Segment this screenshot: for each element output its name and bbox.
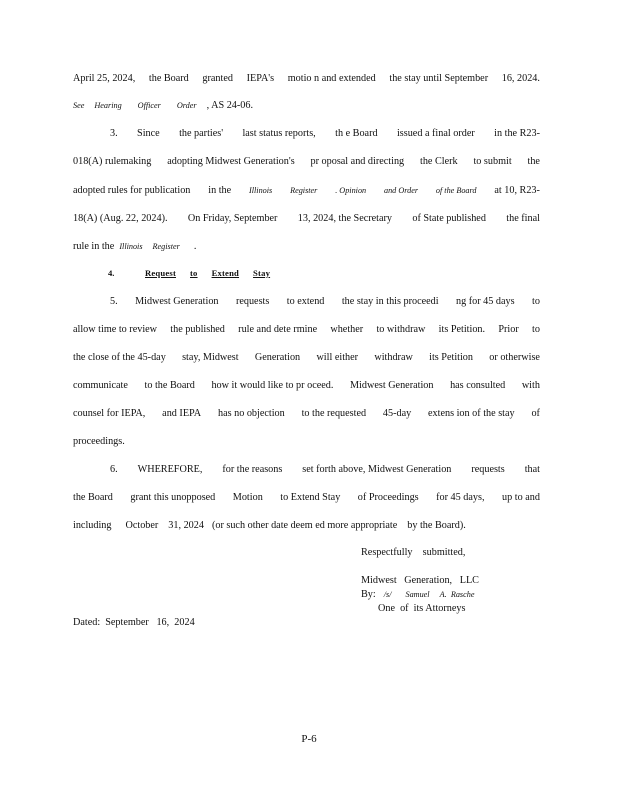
paragraph-5-line: counsel for IEPA, and IEPA has no objection to the requested 45-day extens ion of the stay of [73,408,540,419]
paragraph-3-line: 18(A) (Aug. 22, 2024). On Friday, September 13, 2024, the Secretary of State published the final [73,213,540,224]
paragraph-3-line: 018(A) rulemaking adopting Midwest Generation's pr oposal and directing the Clerk to submit the [73,156,540,167]
paragraph-6-line: the Board grant this unopposed Motion to Extend Stay of Proceedings for 45 days, up to and [73,492,540,503]
text-line: April 25, 2024, the Board granted IEPA's motio n and extended the stay until September 16, 2024. [73,73,540,84]
dated-line: Dated: September 16, 2024 [73,617,195,628]
page-number: P-6 [301,733,317,745]
paragraph-3-line: adopted rules for publication in the Illinois Register . Opinion and Order of the Board at 10, R23- [73,185,540,196]
paragraph-3-line: rule in the Illinois Register . [73,241,197,252]
signature-closing: Respectfully submitted, [361,547,466,558]
paragraph-6-line: 6. WHEREFORE, for the reasons set forth above, Midwest Generation requests that [110,464,540,475]
section-heading: 4. Request to Extend Stay [108,268,284,278]
paragraph-5-line: communicate to the Board how it would like to pr oceed. Midwest Generation has consulted with [73,380,540,391]
paragraph-5-line: 5. Midwest Generation requests to extend the stay in this proceedi ng for 45 days to [110,296,540,307]
section-heading-title: Request to Extend Stay [145,268,271,278]
signature-company: Midwest Generation, LLC [361,575,479,586]
citation-line: See Hearing Officer Order , AS 24-06. [73,100,254,111]
paragraph-5-line: the close of the 45-day stay, Midwest Generation will either withdraw its Petition or otherwise [73,352,540,363]
paragraph-6-line: including October 31, 2024 (or such other date deem ed more appropriate by the Board). [73,520,466,531]
signature-by-line: By: /s/ Samuel A. Rasche [361,589,475,600]
paragraph-3-line: 3. Since the parties' last status reports, th e Board issued a final order in the R23- [110,128,540,139]
paragraph-5-line: allow time to review the published rule and dete rmine whether to withdraw its Petition. Prior to [73,324,540,335]
signature-role: One of its Attorneys [378,603,466,614]
paragraph-5-line: proceedings. [73,436,125,447]
